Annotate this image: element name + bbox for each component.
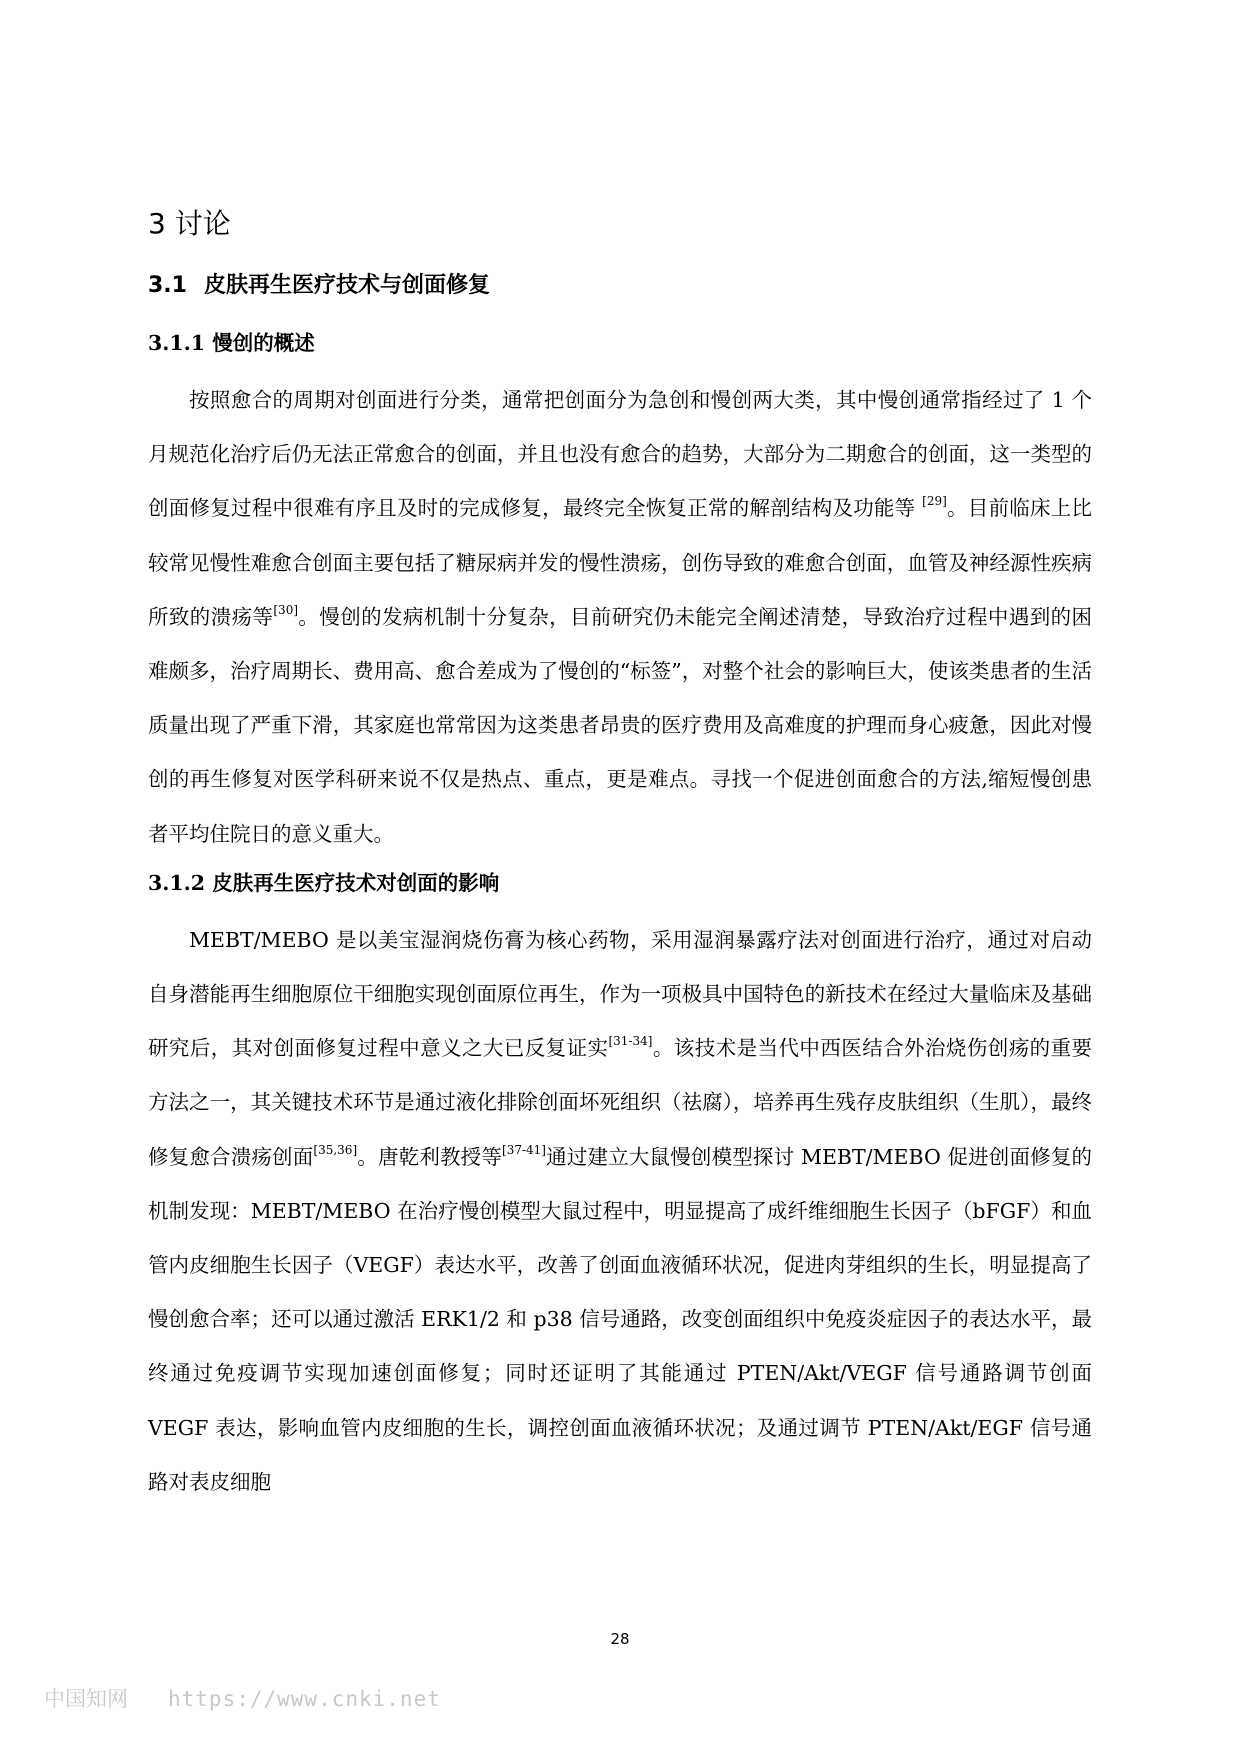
citation-35-36: [35,36] xyxy=(313,1142,358,1157)
paragraph-2-text-a: MEBT/MEBO 是以美宝湿润烧伤膏为核心药物，采用湿润暴露疗法对创面进行治疗，通过对启动自身潜能再生细胞原位干细胞实现创面原位再生，作为一项极具中国特色的新技术在经过大量临床及基础研究后，其对创面修复过程中意义之大已反复证实 xyxy=(148,927,1092,1061)
watermark-name: 中国知网 xyxy=(44,1687,128,1711)
paragraph-1 xyxy=(148,373,1092,861)
paragraph-2-text-d: 通过建立大鼠慢创模型探讨 MEBT/MEBO 促进创面修复的机制发现：MEBT/MEBO 在治疗慢创模型大鼠过程中，明显提高了成纤维细胞生长因子（bFGF）和血管内皮细胞生长因子（VEGF）表达水平，改善了创面血液循环状况，促进肉芽组织的生长，明显提高了慢创愈合率；还可以通过激活 ERK1/2 和 p38 信号通路，改变创面组织中免疫炎症因子的表达水平，最终通过免疫调节实现加速创面修复；同时还证明了其能通过 PTEN/Akt/VEGF 信号通路调节创面 VEGF 表达，影响血管内皮细胞的生长，调控创面血液循环状况；及通过调节 PTEN/Akt/EGF 信号通路对表皮细胞 xyxy=(148,1144,1093,1494)
watermark-url: https://www.cnki.net xyxy=(168,1687,441,1711)
paragraph-2 xyxy=(148,913,1092,1509)
paragraph-1-text-a: 按照愈合的周期对创面进行分类，通常把创面分为急创和慢创两大类，其中慢创通常指经过了 1 个月规范化治疗后仍无法正常愈合的创面，并且也没有愈合的趋势，大部分为二期愈合的创面，这一类型的创面修复过程中很难有序且及时的完成修复，最终完全恢复正常的解剖结构及功能等 xyxy=(148,388,1092,521)
citation-31-34: [31-34] xyxy=(608,1034,653,1049)
paragraph-1-text-c: 。慢创的发病机制十分复杂，目前研究仍未能完全阐述清楚，导致治疗过程中遇到的困难颇多，治疗周期长、费用高、愈合差成为了慢创的“标签”，对整个社会的影响巨大，使该类患者的生活质量出现了严重下滑，其家庭也常常因为这类患者昂贵的医疗费用及高难度的护理而身心疲惫，因此对慢创的再生修复对医学科研来说不仅是热点、重点，更是难点。寻找一个促进创面愈合的方法,缩短慢创患者平均住院日的意义重大。 xyxy=(148,604,1093,846)
paragraph-1-text-b: 。目前临床上比较常见慢性难愈合创面主要包括了糖尿病并发的慢性溃疡，创伤导致的难愈合创面，血管及神经源性疾病所致的溃疡等 xyxy=(148,496,1092,629)
citation-30: [30] xyxy=(273,602,299,617)
section-title: 皮肤再生医疗技术与创面修复 xyxy=(204,273,491,298)
chapter-title: 3 讨论 xyxy=(148,207,231,240)
section-heading xyxy=(148,269,1092,303)
citation-29: [29] xyxy=(922,494,947,509)
subsection-title-1: 3.1.1 慢创的概述 xyxy=(148,331,315,355)
paragraph-2-text-b: 。该技术是当代中西医结合外治烧伤创疡的重要方法之一，其关键技术环节是通过液化排除创面坏死组织（祛腐），培养再生残存皮肤组织（生肌），最终修复愈合溃疡创面 xyxy=(148,1036,1093,1169)
page-content xyxy=(148,205,1092,1509)
subsection-title-2: 3.1.2 皮肤再生医疗技术对创面的影响 xyxy=(148,870,500,895)
page-number: 28 xyxy=(610,1630,630,1648)
cnki-watermark xyxy=(44,1683,441,1713)
paragraph-2-text-c: 。唐乾利教授等 xyxy=(357,1144,503,1169)
section-number: 3.1 xyxy=(148,273,187,298)
citation-37-41: [37-41] xyxy=(502,1142,546,1157)
